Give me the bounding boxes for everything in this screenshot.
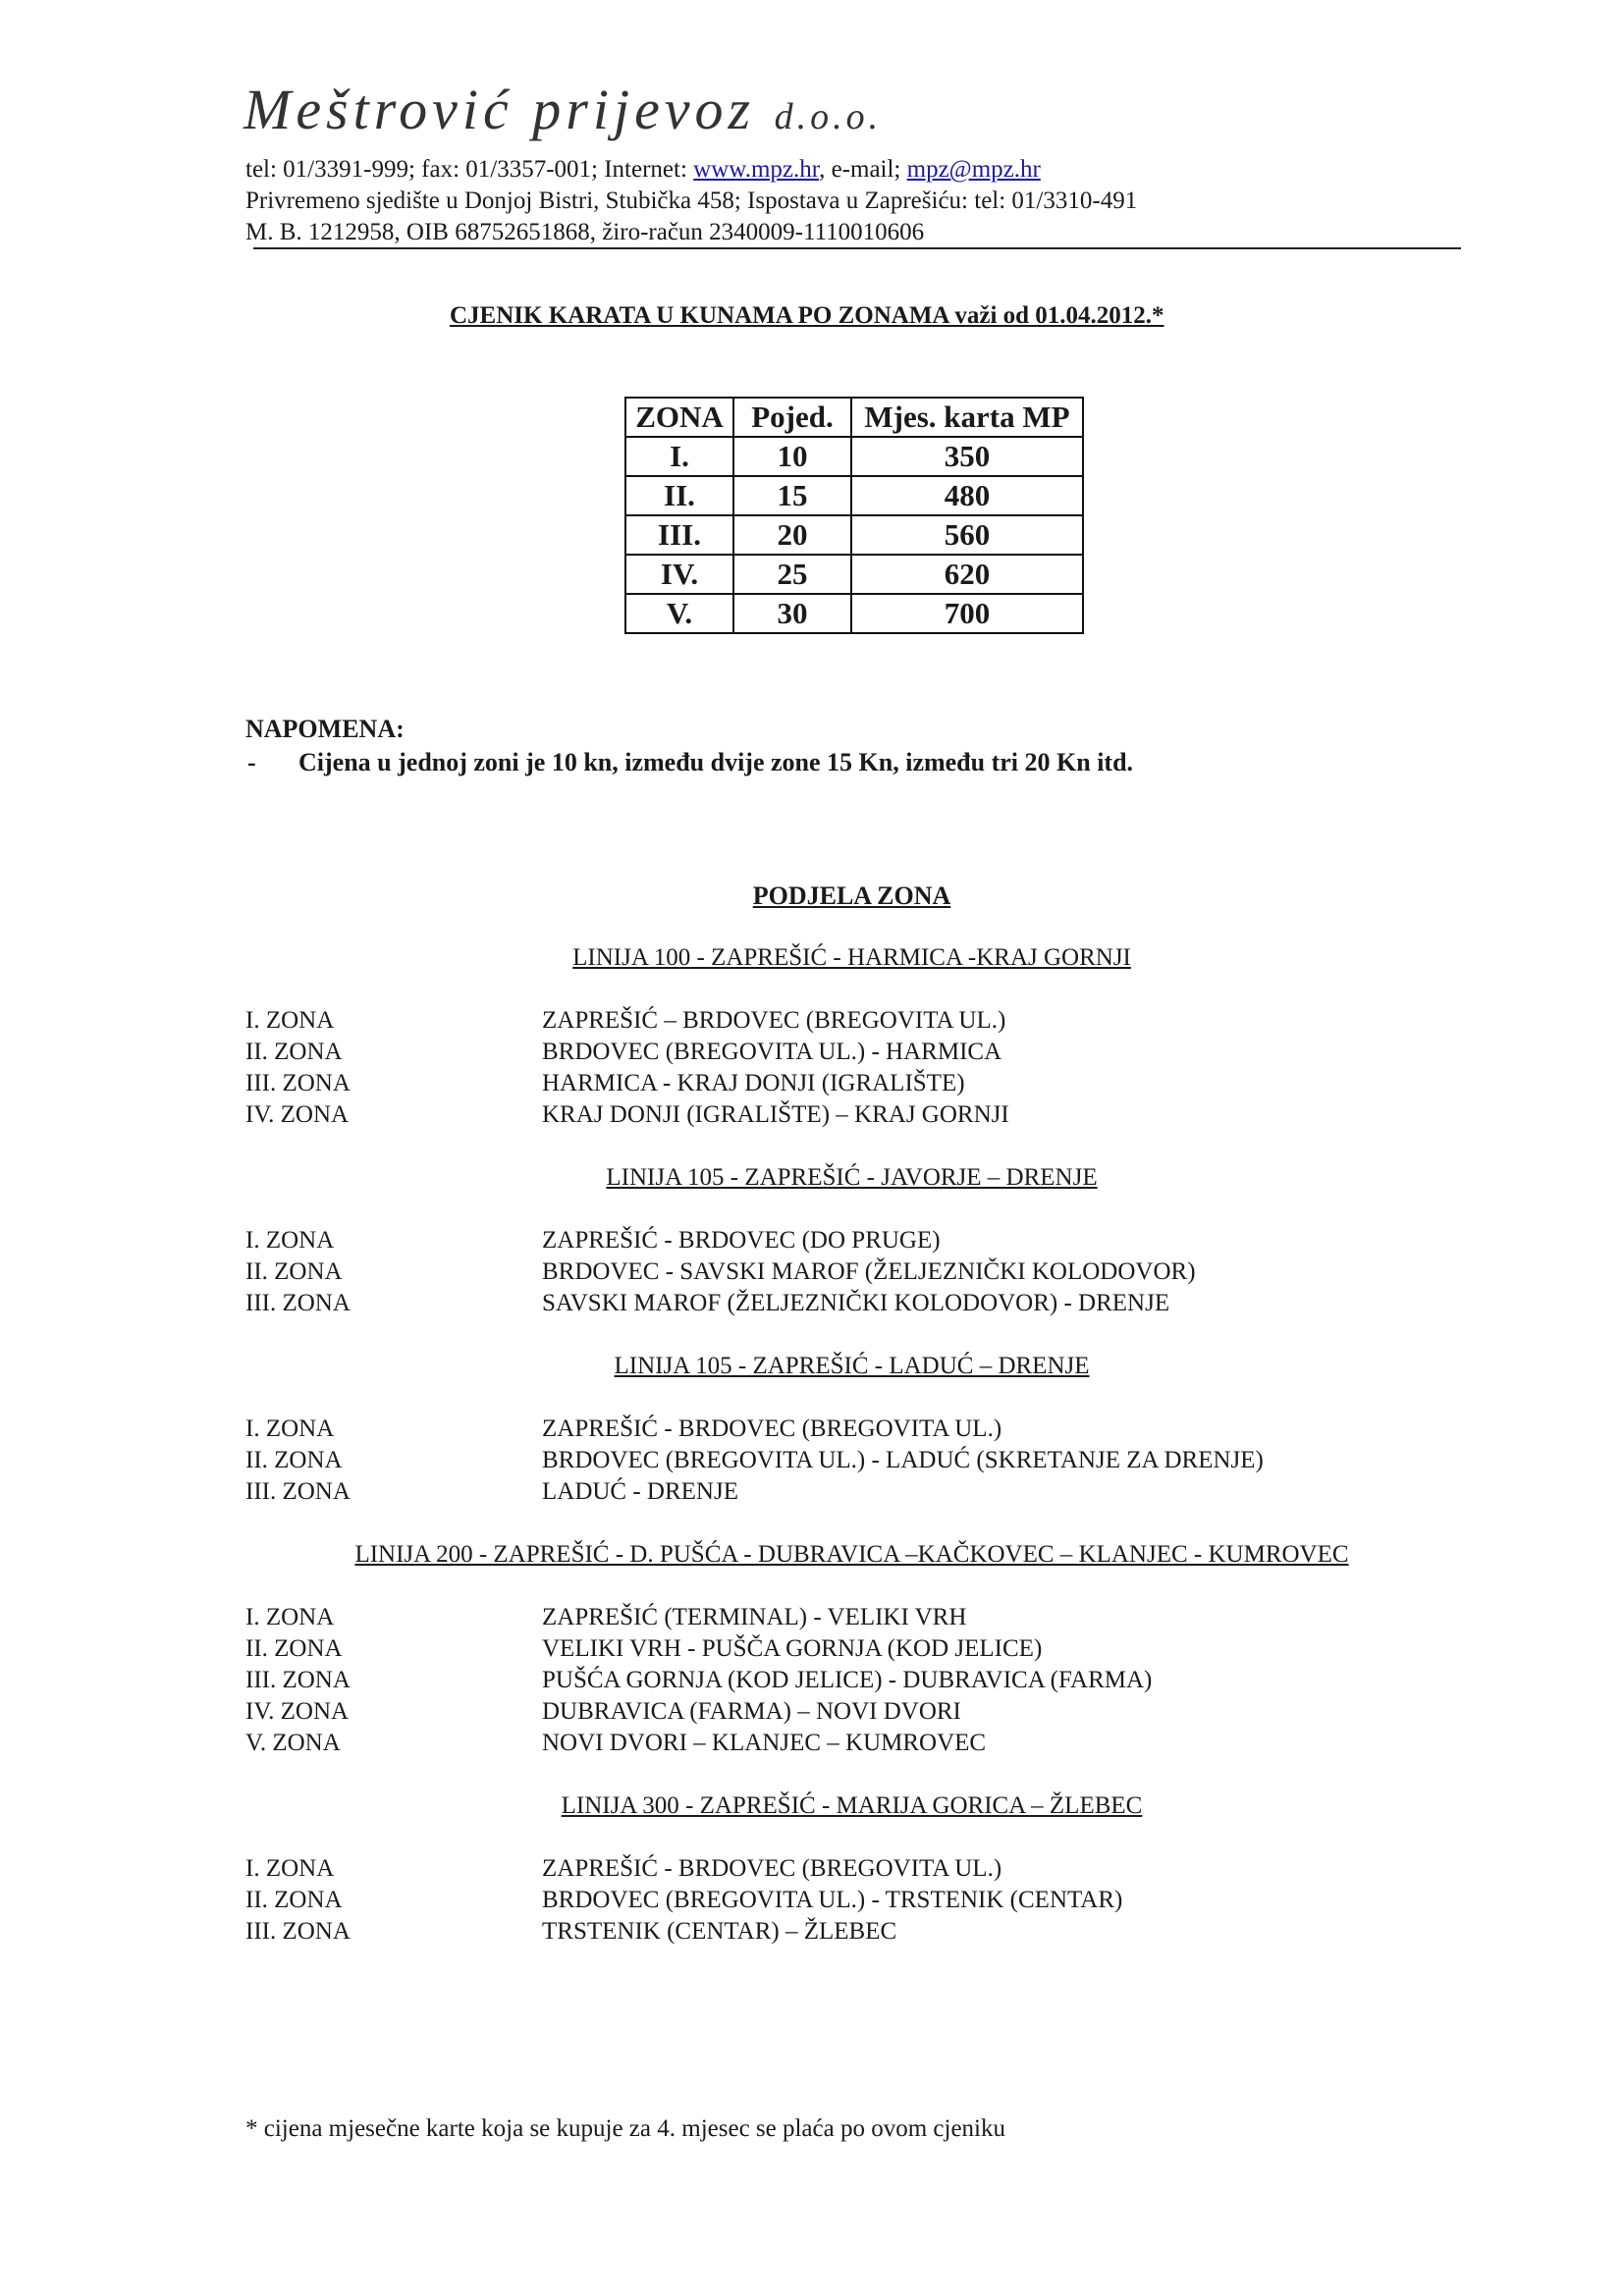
single-price-cell: 20 xyxy=(733,515,851,555)
note-item xyxy=(247,748,1133,777)
zone-route: ZAPREŠIĆ (TERMINAL) - VELIKI VRH xyxy=(542,1604,967,1630)
zones-section-title: PODJELA ZONA xyxy=(752,881,951,910)
company-name xyxy=(243,77,882,142)
contact-email-label: , e-mail; xyxy=(819,156,907,183)
zone-label: III. ZONA xyxy=(245,1478,351,1505)
zone-label: V. ZONA xyxy=(245,1730,341,1756)
table-row xyxy=(625,555,1083,594)
zone-label: II. ZONA xyxy=(245,1887,343,1913)
zone-label: IV. ZONA xyxy=(245,1101,350,1128)
email-link[interactable]: mpz@mpz.hr xyxy=(906,156,1041,183)
header-pojed: Pojed. xyxy=(733,398,851,437)
contact-line-1 xyxy=(245,154,1041,186)
contact-phone-fax: tel: 01/3391-999; fax: 01/3357-001; Internet: xyxy=(245,156,694,183)
zone-route: KRAJ DONJI (IGRALIŠTE) – KRAJ GORNJI xyxy=(542,1101,1009,1128)
price-table xyxy=(624,397,1084,634)
zone-route: ZAPREŠIĆ - BRDOVEC (BREGOVITA UL.) xyxy=(542,1415,1002,1442)
zone-label: II. ZONA xyxy=(245,1039,343,1065)
note-bullet: - xyxy=(247,748,256,776)
document-title: CJENIK KARATA U KUNAMA PO ZONAMA važi od 01.04.2012.* xyxy=(450,302,1164,329)
contact-line-3: M. B. 1212958, OIB 68752651868, žiro-račun 2340009-1110010606 xyxy=(245,219,925,245)
single-price-cell: 15 xyxy=(733,476,851,515)
zone-cell: III. xyxy=(625,515,733,555)
company-name-text: Meštrović prijevoz xyxy=(243,78,756,141)
line-title: LINIJA 300 - ZAPREŠIĆ - MARIJA GORICA – ŽLEBEC xyxy=(561,1792,1143,1819)
line-title: LINIJA 200 - ZAPREŠIĆ - D. PUŠĆA - DUBRAVICA –KAČKOVEC – KLANJEC - KUMROVEC xyxy=(354,1541,1349,1568)
zone-route: SAVSKI MAROF (ŽELJEZNIČKI KOLODOVOR) - DRENJE xyxy=(542,1290,1170,1316)
zone-route: NOVI DVORI – KLANJEC – KUMROVEC xyxy=(542,1730,987,1756)
zone-route: BRDOVEC (BREGOVITA UL.) - TRSTENIK (CENTAR) xyxy=(542,1887,1123,1913)
single-price-cell: 30 xyxy=(733,594,851,633)
zone-label: III. ZONA xyxy=(245,1290,351,1316)
zone-route: BRDOVEC (BREGOVITA UL.) - LADUĆ (SKRETANJE ZA DRENJE) xyxy=(542,1447,1264,1473)
zone-label: II. ZONA xyxy=(245,1447,343,1473)
zone-label: I. ZONA xyxy=(245,1007,335,1034)
single-price-cell: 25 xyxy=(733,555,851,594)
table-row xyxy=(625,476,1083,515)
note-text: Cijena u jednoj zoni je 10 kn, između dvije zone 15 Kn, između tri 20 Kn itd. xyxy=(298,748,1134,776)
line-title: LINIJA 100 - ZAPREŠIĆ - HARMICA -KRAJ GORNJI xyxy=(572,944,1131,971)
monthly-price-cell: 560 xyxy=(851,515,1083,555)
zone-route: VELIKI VRH - PUŠČA GORNJA (KOD JELICE) xyxy=(542,1635,1043,1662)
zone-label: I. ZONA xyxy=(245,1604,335,1630)
price-table-header-row xyxy=(625,398,1083,437)
zone-label: I. ZONA xyxy=(245,1855,335,1882)
zone-cell: IV. xyxy=(625,555,733,594)
table-row xyxy=(625,594,1083,633)
zone-route: ZAPREŠIĆ – BRDOVEC (BREGOVITA UL.) xyxy=(542,1007,1006,1034)
company-suffix: d.o.o. xyxy=(774,96,883,137)
zone-label: IV. ZONA xyxy=(245,1698,350,1725)
zone-route: LADUĆ - DRENJE xyxy=(542,1478,738,1505)
zone-route: PUŠĆA GORNJA (KOD JELICE) - DUBRAVICA (FARMA) xyxy=(542,1667,1153,1693)
zone-route: DUBRAVICA (FARMA) – NOVI DVORI xyxy=(542,1698,961,1725)
note-heading: NAPOMENA: xyxy=(245,715,405,743)
zone-route: BRDOVEC (BREGOVITA UL.) - HARMICA xyxy=(542,1039,1002,1065)
zone-route: ZAPREŠIĆ - BRDOVEC (DO PRUGE) xyxy=(542,1227,941,1254)
zone-label: II. ZONA xyxy=(245,1258,343,1285)
single-price-cell: 10 xyxy=(733,437,851,476)
monthly-price-cell: 350 xyxy=(851,437,1083,476)
zone-label: I. ZONA xyxy=(245,1415,335,1442)
contact-line-2: Privremeno sjedište u Donjoj Bistri, Stubička 458; Ispostava u Zaprešiću: tel: 01/3310-491 xyxy=(245,187,1138,214)
table-row xyxy=(625,437,1083,476)
monthly-price-cell: 480 xyxy=(851,476,1083,515)
zone-route: HARMICA - KRAJ DONJI (IGRALIŠTE) xyxy=(542,1070,965,1096)
monthly-price-cell: 620 xyxy=(851,555,1083,594)
monthly-price-cell: 700 xyxy=(851,594,1083,633)
header-divider xyxy=(253,247,1461,249)
zone-label: III. ZONA xyxy=(245,1070,351,1096)
zone-route: BRDOVEC - SAVSKI MAROF (ŽELJEZNIČKI KOLODOVOR) xyxy=(542,1258,1196,1285)
zone-route: ZAPREŠIĆ - BRDOVEC (BREGOVITA UL.) xyxy=(542,1855,1002,1882)
zone-label: III. ZONA xyxy=(245,1667,351,1693)
zone-route: TRSTENIK (CENTAR) – ŽLEBEC xyxy=(542,1918,897,1945)
zone-label: II. ZONA xyxy=(245,1635,343,1662)
website-link[interactable]: www.mpz.hr xyxy=(693,156,820,183)
footnote: * cijena mjesečne karte koja se kupuje za 4. mjesec se plaća po ovom cjeniku xyxy=(245,2115,1005,2142)
zone-cell: I. xyxy=(625,437,733,476)
zone-cell: II. xyxy=(625,476,733,515)
zone-cell: V. xyxy=(625,594,733,633)
table-row xyxy=(625,515,1083,555)
header-zona: ZONA xyxy=(625,398,733,437)
zone-label: I. ZONA xyxy=(245,1227,335,1254)
zone-label: III. ZONA xyxy=(245,1918,351,1945)
line-title: LINIJA 105 - ZAPREŠIĆ - LADUĆ – DRENJE xyxy=(614,1353,1090,1379)
line-title: LINIJA 105 - ZAPREŠIĆ - JAVORJE – DRENJE xyxy=(606,1164,1098,1191)
header-mjes-karta: Mjes. karta MP xyxy=(851,398,1083,437)
